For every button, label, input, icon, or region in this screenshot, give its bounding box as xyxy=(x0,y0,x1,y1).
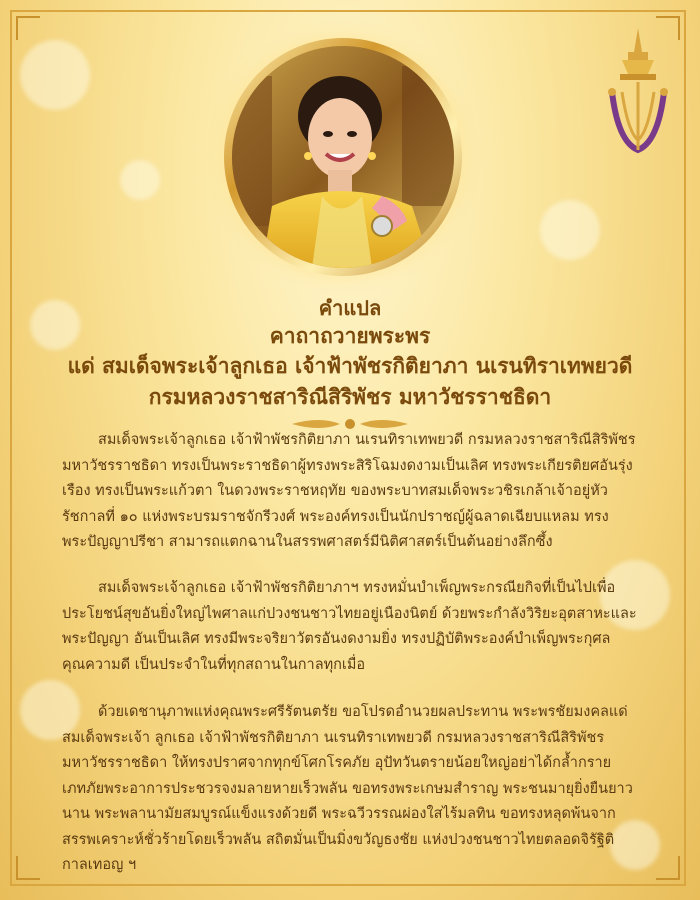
paragraph-line: ประโยชน์สุขอันยิ่งใหญ่ไพศาลแก่ปวงชนชาวไทยอยู่เนืองนิตย์ ด้วยพระกำลังวิริยะอุตสาหะและ xyxy=(62,605,637,622)
royal-monogram-emblem xyxy=(598,22,678,162)
heading-princess-title: กรมหลวงราชสาริณีสิริพัชร มหาวัชรราชธิดา xyxy=(148,385,552,409)
paragraph-blessing xyxy=(62,700,642,879)
paragraph-line: สมเด็จพระเจ้าลูกเธอ เจ้าฟ้าพัชรกิติยาภา นเรนทิราเทพยวดี กรมหลวงราชสาริณีสิริพัชร xyxy=(98,432,636,448)
frame-corner xyxy=(16,16,40,40)
paragraph-line: พระปัญญาปรีชา สามารถแตกฉานในสรรพศาสตร์มีนิติศาสตร์เป็นต้นอย่างลึกซึ้ง xyxy=(62,534,553,550)
paragraph-line: รัชกาลที่ ๑๐ แห่งพระบรมราชจักรีวงศ์ พระองค์ทรงเป็นนักปราชญ์ผู้ฉลาดเฉียบแหลม ทรง xyxy=(62,508,609,525)
paragraph-line: พระปัญญา อันเป็นเลิศ ทรงมีพระจริยาวัตรอันงดงามยิ่ง ทรงปฏิบัติพระองค์บำเพ็ญพระกุศล xyxy=(62,631,611,647)
paragraph-duties xyxy=(62,576,642,678)
portrait-frame xyxy=(224,38,462,276)
paragraph-line: สมเด็จพระเจ้าลูกเธอ เจ้าฟ้าพัชรกิติยาภาฯ ทรงหมั่นบำเพ็ญพระกรณียกิจที่เป็นไปเพื่อ xyxy=(98,580,616,596)
frame-corner xyxy=(656,856,680,880)
paragraph-line: สรรพเคราะห์ชั่วร้ายโดยเร็วพลัน สถิตมั่นเป็นมิ่งขวัญธงชัย แห่งปวงชนชาวไทยตลอดจิรัฐิติ xyxy=(62,831,615,848)
paragraph-line: นาน พระพลานามัยสมบูรณ์แข็งแรงด้วยดี พระฉวีวรรณผ่องใสไร้มลทิน ขอทรงหลุดพ้นจาก xyxy=(62,806,616,822)
royal-portrait-image xyxy=(232,46,454,268)
paragraph-line: กาลเทอญ ฯ xyxy=(62,857,137,873)
paragraph-line: เภทภัยพระอาการประชวรจงมลายหายเร็วพลัน ขอทรงพระเกษมสำราญ พระชนมายุยิ่งยืนยาว xyxy=(62,780,633,797)
paragraph-line: สมเด็จพระเจ้า ลูกเธอ เจ้าฟ้าพัชรกิติยาภา นเรนทิราเทพยวดี กรมหลวงราชสาริณีสิริพัชร xyxy=(62,729,605,746)
heading-princess-name: แด่ สมเด็จพระเจ้าลูกเธอ เจ้าฟ้าพัชรกิติยาภา นเรนทิราเทพยวดี xyxy=(67,354,633,378)
paragraph-line: เรือง ทรงเป็นพระแก้วตา ในดวงพระราชหฤทัย ของพระบาทสมเด็จพระวชิรเกล้าเจ้าอยู่หัว xyxy=(62,483,608,499)
paragraph-line: ด้วยเดชานุภาพแห่งคุณพระศรีรัตนตรัย ขอโปรดอำนวยผลประทาน พระพรชัยมงคลแด่ xyxy=(98,704,628,720)
paragraph-line: มหาวัชรราชธิดา ให้ทรงปราศจากทุกข์โศกโรคภัย อุปัทวันตรายน้อยใหญ่อย่าได้กล้ำกราย xyxy=(62,755,612,771)
paragraph-praise xyxy=(62,428,642,556)
frame-corner xyxy=(16,856,40,880)
heading-blessing: คาถาถวายพระพร xyxy=(269,324,431,348)
paragraph-line: มหาวัชรราชธิดา ทรงเป็นพระราชธิดาผู้ทรงพระสิริโฉมงดงามเป็นเลิศ ทรงพระเกียรติยศอันรุ่ง xyxy=(62,457,633,474)
heading-translation: คำแปล xyxy=(318,296,382,320)
paragraph-line: คุณความดี เป็นประจำในที่ทุกสถานในกาลทุกเมื่อ xyxy=(62,656,366,673)
